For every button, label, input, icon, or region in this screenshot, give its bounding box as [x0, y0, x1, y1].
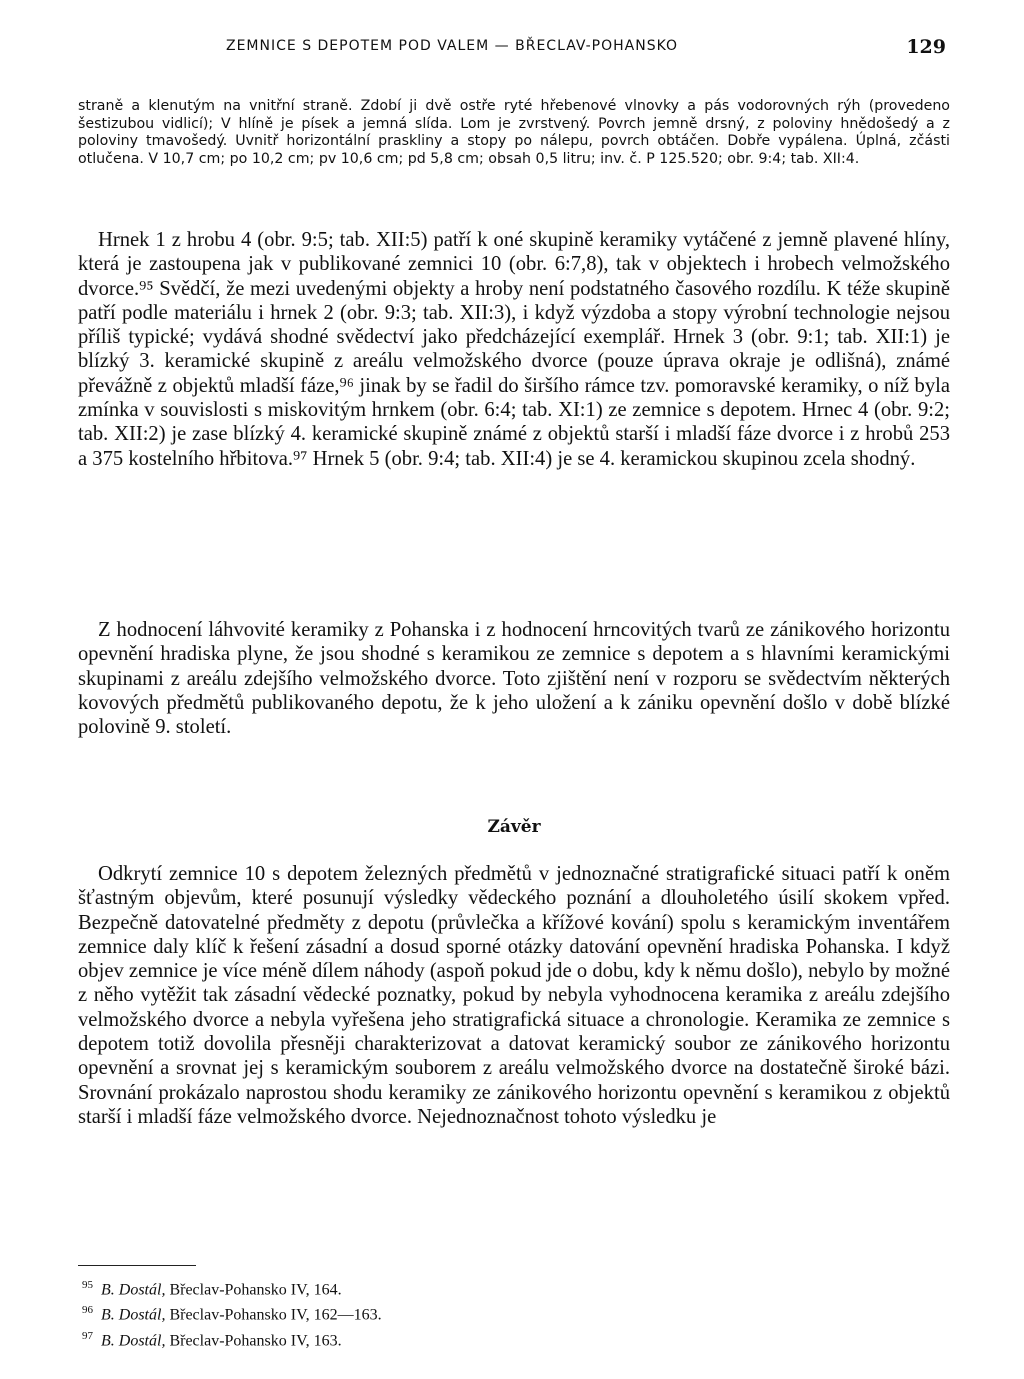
footnote-author: B. Dostál,: [101, 1306, 166, 1324]
catalog-entry: straně a klenutým na vnitřní straně. Zdobí ji dvě ostře ryté hřebenové vlnovky a pás vodorovných rýh (provedeno šestizubou vidlicí); V hlíně je písek a jemná slída. Lom je zvrstvený. Povrch jemně drsný, z poloviny hnědošedý a z poloviny tmavošedý. Uvnitř horizontální praskliny a stopy po nálepu, povrch obtáčen. Dobře vypálena. Úplná, zčásti otlučena. V 10,7 cm; po 10,2 cm; pv 10,6 cm; pd 5,8 cm; obsah 0,5 litru; inv. č. P 125.520; obr. 9:4; tab. XII:4.: [78, 98, 950, 167]
footnote-text: Břeclav-Pohansko IV, 162—163.: [165, 1306, 382, 1324]
footnote-text: Břeclav-Pohansko IV, 164.: [165, 1281, 342, 1299]
page-number: 129: [906, 36, 946, 58]
footnote-number: 96: [82, 1304, 93, 1317]
section-heading: Závěr: [487, 817, 541, 837]
footnote-author: B. Dostál,: [101, 1331, 166, 1349]
footnote-number: 97: [82, 1329, 93, 1342]
page-header: [78, 36, 950, 66]
footnote-96: [78, 1300, 950, 1325]
conclusion-paragraph: Odkrytí zemnice 10 s depotem železných předmětů v jednoznačné stratigrafické situaci patří k oněm šťastným objevům, které posunují výsledky vědeckého poznání a dlouholetého úsilí skokem vpřed. Bezpečně datovatelné předměty z depotu (průvlečka a křížové kování) spolu s keramickým inventářem zemnice daly klíč k řešení zásadní a dosud sporné otázky datování opevnění hradiska Pohanska. I když objev zemnice je více méně dílem náhody (aspoň pokud jde o dobu, kdy k němu došlo), nebylo by možné z něho vytěžit tak zásadní vědecké poznatky, pokud by nebyla vyhodnocena keramika z areálu zdejšího velmožského dvorce a nebyla vyřešena jeho stratigrafická situace a chronologie. Keramika ze zemnice s depotem totiž dovolila přesněji charakterizovat a datovat keramický soubor ze zánikového horizontu opevnění a srovnat jej s keramickým souborem z areálu velmožského dvorce na dostatečně široké bázi. Srovnání prokázalo naprostou shodu keramiky ze zánikového horizontu opevnění s keramikou z objektů starší i mladší fáze velmožského dvorce. Nejednoznačnost tohoto výsledku je: [78, 863, 950, 1128]
paragraph-2: Z hodnocení láhvovité keramiky z Pohanska i z hodnocení hrncovitých tvarů ze zánikového horizontu opevnění hradiska plyne, že jsou shodné s keramikou ze zemnice s depotem a s hlavními keramickými skupinami z areálu zdejšího velmožského dvorce. Toto zjištění není v rozporu se svědectvím některých kovových předmětů publikovaného depotu, že k jeho uložení a k zániku opevnění došlo v době blízké polovině 9. století.: [78, 619, 950, 739]
footnote-text: Břeclav-Pohansko IV, 163.: [165, 1331, 342, 1349]
footnote-number: 95: [82, 1279, 93, 1291]
footnote-97: [78, 1326, 950, 1351]
paragraph-1: Hrnek 1 z hrobu 4 (obr. 9:5; tab. XII:5) patří k oné skupině keramiky vytáčené z jemně plavené hlíny, která je zastoupena jak v publikované zemnici 10 (obr. 6:7,8), tak v objektech i hrobech velmožského dvorce.⁹⁵ Svědčí, že mezi uvedenými objekty a hroby není podstatného časového rozdílu. K téže skupině patří podle materiálu i hrnek 2 (obr. 9:3; tab. XII:3), i když výzdoba a stopy výrobní technologie nejsou příliš typické; vydává shodné svědectví jako předcházející exemplář. Hrnek 3 (obr. 9:1; tab. XII:1) je blízký 3. keramické skupině z areálu velmožského dvorce (pouze úprava okraje je odlišná), známé převážně z objektů mladší fáze,⁹⁶ jinak by se řadil do širšího rámce tzv. pomoravské keramiky, o níž byla zmínka v souvislosti s miskovitým hrnkem (obr. 6:4; tab. XI:1) ze zemnice s depotem. Hrnec 4 (obr. 9:2; tab. XII:2) je zase blízký 4. keramické skupině známé z objektů starší i mladší fáze dvorce i z hrobů 253 a 375 kostelního hřbitova.⁹⁷ Hrnek 5 (obr. 9:4; tab. XII:4) je se 4. keramickou skupinou zcela shodný.: [78, 229, 950, 470]
footnote-divider: [78, 1265, 196, 1266]
running-title: ZEMNICE S DEPOTEM POD VALEM — BŘECLAV-POHANSKO: [226, 38, 679, 54]
footnotes: [78, 1275, 950, 1351]
footnote-author: B. Dostál,: [101, 1281, 166, 1299]
footnote-95: [78, 1275, 950, 1300]
